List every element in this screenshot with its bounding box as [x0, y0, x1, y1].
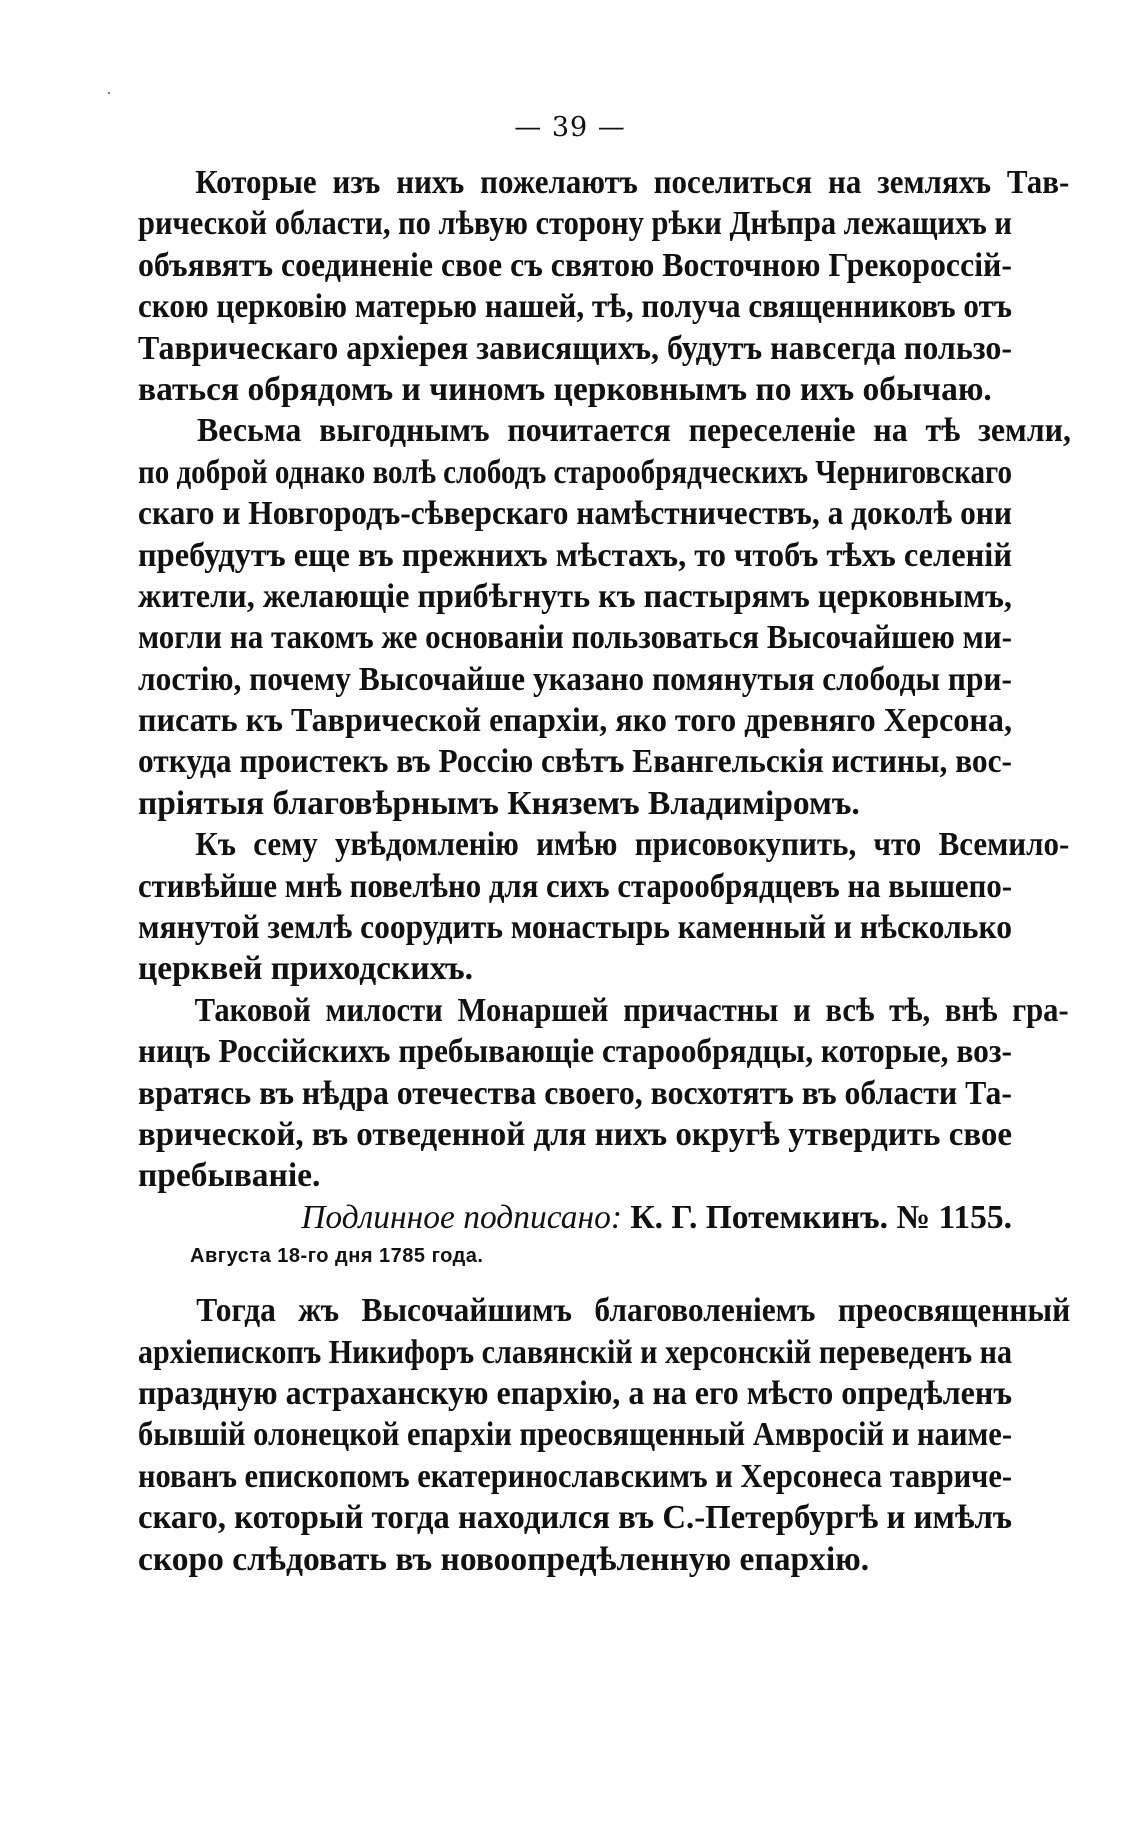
text-line: праздную астраханскую епархію, а на его мѣсто опредѣленъ [138, 1374, 1012, 1412]
page-number: — 39 — [514, 112, 626, 143]
text-line: скаго и Новгородъ-сѣверскаго намѣстничествъ, а доколѣ они [138, 495, 1012, 533]
text-line: скоро слѣдовать въ новоопредѣленную епархію. [138, 1540, 870, 1578]
text-line: Весьма выгоднымъ почитается переселеніе на тѣ земли, [197, 412, 1072, 450]
text-line: откуда проистекъ въ Россію свѣтъ Евангельскія истины, вос- [138, 743, 1012, 781]
text-line: могли на такомъ же основаніи пользоваться Высочайшею ми- [138, 619, 1012, 657]
signature-label: Подлинное подписано: [301, 1198, 623, 1236]
paragraph-4 [138, 990, 1069, 1197]
signature-line [138, 1197, 1012, 1238]
text-line: Тогда жъ Высочайшимъ благоволеніемъ преосвященный [196, 1292, 1071, 1330]
text-line: по доброй однако волѣ слободъ старообрядческихъ Черниговскаго [138, 453, 1012, 491]
text-line: Которые изъ нихъ пожелаютъ поселиться на земляхъ Тав- [195, 164, 1070, 201]
body-text [138, 162, 1072, 1580]
text-line: пребываніе. [138, 1157, 321, 1195]
text-line: Таковой милости Монаршей причастны и всѣ тѣ, внѣ гра- [194, 991, 1069, 1029]
paper-speck [108, 92, 110, 94]
paragraph-2 [138, 410, 1072, 824]
text-line: церквей приходскихъ. [138, 950, 474, 988]
paragraph-3 [138, 824, 1070, 990]
text-line: рической области, по лѣвую сторону рѣки Днѣпра лежащихъ и [138, 205, 1012, 243]
closing-paragraph [138, 1290, 1071, 1580]
text-line: Таврическаго архіерея зависящихъ, будутъ навсегда пользо- [138, 329, 1012, 367]
text-line: нованъ епископомъ екатеринославскимъ и Херсонеса тавриче- [138, 1457, 1012, 1495]
text-line: ницъ Россійскихъ пребывающіе старообрядцы, которые, воз- [138, 1033, 1012, 1071]
spacer [138, 1274, 1012, 1290]
text-line: архіепископъ Никифоръ славянскій и херсонскій переведенъ на [138, 1333, 1012, 1371]
text-line: пріятыя благовѣрнымъ Княземъ Владиміромъ. [138, 784, 860, 822]
text-line: пребудутъ еще въ прежнихъ мѣстахъ, то чтобъ тѣхъ селеній [138, 536, 1012, 574]
text-line: бывшій олонецкой епархіи преосвященный Амвросій и наиме- [138, 1416, 1012, 1454]
text-line: стивѣйше мнѣ повелѣно для сихъ старообрядцевъ на вышепо- [138, 867, 1012, 905]
text-line: скою церковію матерью нашей, тѣ, получа священниковъ отъ [138, 288, 1012, 326]
text-line: врической, въ отведенной для нихъ округѣ утвердить свое [138, 1115, 1012, 1153]
text-line: вратясь въ нѣдра отечества своего, восхотятъ въ области Та- [138, 1074, 1012, 1112]
paragraph-1 [138, 162, 1070, 410]
text-line: Къ сему увѣдомленію имѣю присовокупить, что Всемило- [195, 826, 1070, 864]
text-line: жители, желающіе прибѣгнуть къ пастырямъ церковнымъ, [138, 577, 1012, 615]
document-number: № 1155. [896, 1198, 1012, 1236]
text-line: ваться обрядомъ и чиномъ церковнымъ по ихъ обычаю. [138, 370, 992, 408]
text-line: скаго, который тогда находился въ С.-Петербургѣ и имѣлъ [138, 1499, 1012, 1537]
signature-name: К. Г. Потемкинъ. [630, 1198, 889, 1236]
text-line: писать къ Таврической епархіи, яко того древняго Херсона, [138, 702, 1012, 740]
text-line: объявятъ соединеніе свое съ святою Восточною Грекороссій- [138, 246, 1012, 284]
text-line: лостію, почему Высочайше указано помянутыя слободы при- [138, 660, 1012, 698]
document-date: Августа 18-го дня 1785 года. [190, 1245, 484, 1268]
text-line: мянутой землѣ соорудить монастырь каменный и нѣсколько [138, 909, 1012, 947]
